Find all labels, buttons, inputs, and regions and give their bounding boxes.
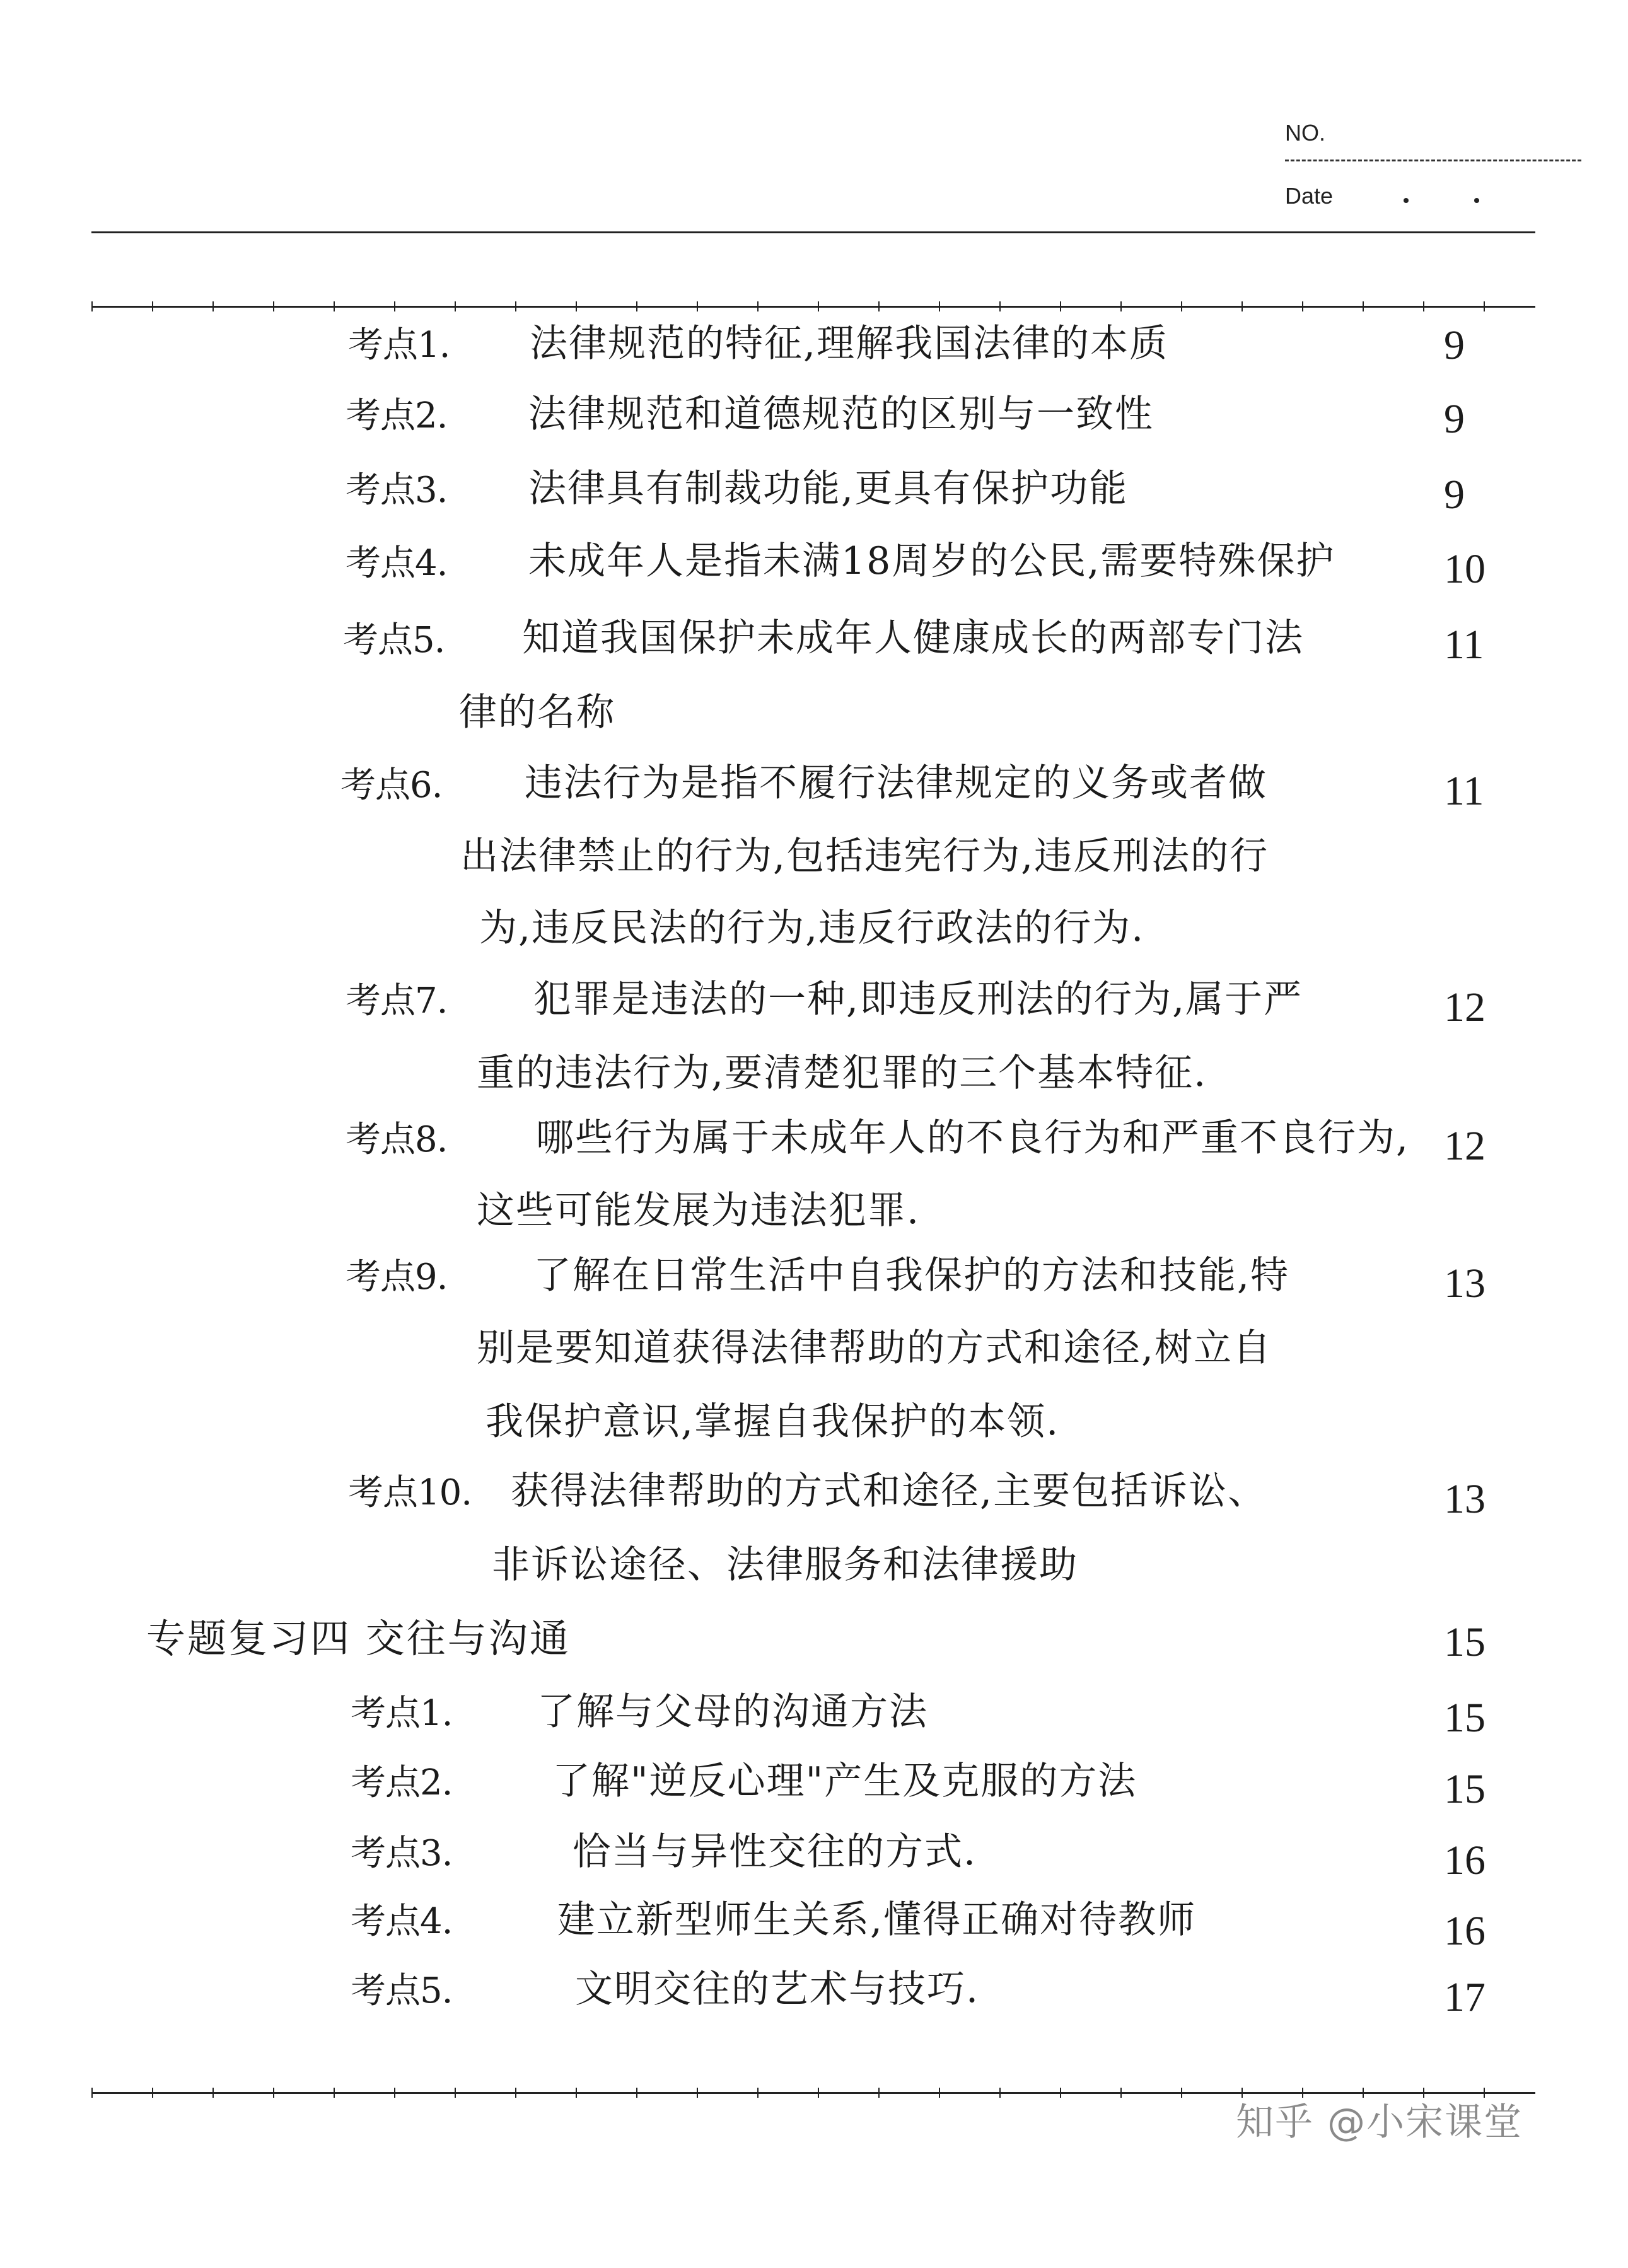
watermark: 知乎 @小宋课堂 bbox=[1236, 2100, 1523, 2144]
entry-text-continued: 重的违法行为,要清楚犯罪的三个基本特征. bbox=[477, 1051, 1207, 1095]
point-label: 考点3. bbox=[346, 470, 448, 511]
page-number: 17 bbox=[1444, 1974, 1486, 2020]
page-number: 11 bbox=[1444, 622, 1484, 668]
entry-text: 犯罪是违法的一种,即违反刑法的行为,属于严 bbox=[533, 977, 1303, 1021]
entry-text: 了解与父母的沟通方法 bbox=[537, 1690, 928, 1734]
point-label: 考点2. bbox=[351, 1762, 453, 1803]
page-number: 15 bbox=[1444, 1766, 1486, 1812]
point-label: 考点1. bbox=[348, 325, 450, 366]
page-number: 16 bbox=[1444, 1837, 1486, 1883]
entry-text-continued: 我保护意识,掌握自我保护的本领. bbox=[485, 1400, 1060, 1444]
entry-text: 了解"逆反心理"产生及克服的方法 bbox=[552, 1759, 1137, 1803]
point-label: 考点10. bbox=[348, 1472, 472, 1513]
date-separator-dot bbox=[1404, 198, 1409, 203]
page-number: 9 bbox=[1444, 322, 1465, 368]
page-number: 9 bbox=[1444, 472, 1465, 518]
point-label: 考点3. bbox=[351, 1833, 453, 1874]
page-number: 11 bbox=[1444, 768, 1484, 814]
no-date-divider bbox=[1285, 160, 1581, 161]
point-label: 考点1. bbox=[351, 1693, 453, 1734]
page-number: 15 bbox=[1444, 1695, 1486, 1741]
date-label: Date bbox=[1285, 183, 1334, 209]
ruler-ticks bbox=[91, 301, 1535, 311]
top-rule bbox=[91, 231, 1535, 233]
page-number: 9 bbox=[1444, 396, 1465, 442]
entry-text: 法律规范的特征,理解我国法律的本质 bbox=[530, 322, 1169, 366]
point-label: 考点5. bbox=[343, 620, 445, 661]
entry-text: 了解在日常生活中自我保护的方法和技能,特 bbox=[533, 1253, 1290, 1298]
page-number: 12 bbox=[1444, 984, 1486, 1030]
page-number: 13 bbox=[1444, 1260, 1486, 1306]
entry-text-continued: 非诉讼途径、法律服务和法律援助 bbox=[492, 1543, 1078, 1587]
point-label: 考点6. bbox=[340, 765, 443, 806]
point-label: 考点4. bbox=[346, 543, 448, 584]
entry-text: 知道我国保护未成年人健康成长的两部专门法 bbox=[522, 616, 1304, 660]
entry-text: 获得法律帮助的方式和途径,主要包括诉讼、 bbox=[511, 1469, 1267, 1513]
date-separator-dot bbox=[1474, 198, 1479, 203]
point-label: 考点8. bbox=[346, 1119, 448, 1160]
entry-text: 法律规范和道德规范的区别与一致性 bbox=[528, 392, 1154, 436]
entry-text: 违法行为是指不履行法律规定的义务或者做 bbox=[525, 761, 1267, 805]
entry-text-continued: 为,违反民法的行为,违反行政法的行为. bbox=[479, 906, 1145, 950]
entry-text: 未成年人是指未满18周岁的公民,需要特殊保护 bbox=[528, 539, 1335, 583]
page-number: 13 bbox=[1444, 1476, 1486, 1522]
point-label: 考点9. bbox=[346, 1257, 448, 1298]
entry-text-continued: 出法律禁止的行为,包括违宪行为,违反刑法的行 bbox=[460, 834, 1269, 878]
page-number: 15 bbox=[1444, 1619, 1486, 1665]
entry-text: 哪些行为属于未成年人的不良行为和严重不良行为, bbox=[536, 1116, 1410, 1160]
point-label: 考点2. bbox=[346, 395, 448, 436]
entry-text-continued: 律的名称 bbox=[459, 690, 615, 735]
entry-text-continued: 别是要知道获得法律帮助的方式和途径,树立自 bbox=[477, 1326, 1272, 1370]
entry-text: 法律具有制裁功能,更具有保护功能 bbox=[528, 467, 1129, 511]
point-label: 考点7. bbox=[346, 980, 448, 1021]
entry-text-continued: 这些可能发展为违法犯罪. bbox=[477, 1189, 921, 1233]
page-number: 12 bbox=[1444, 1123, 1486, 1169]
point-label: 考点4. bbox=[351, 1901, 453, 1942]
entry-text: 建立新型师生关系,懂得正确对待教师 bbox=[557, 1898, 1197, 1942]
section-title: 专题复习四 交往与沟通 bbox=[146, 1615, 571, 1661]
entry-text: 文明交往的艺术与技巧. bbox=[575, 1967, 980, 2011]
no-label: NO. bbox=[1285, 120, 1326, 146]
page-number: 10 bbox=[1444, 546, 1486, 592]
page-number: 16 bbox=[1444, 1908, 1486, 1954]
entry-text: 恰当与异性交往的方式. bbox=[573, 1830, 977, 1874]
point-label: 考点5. bbox=[351, 1970, 453, 2011]
